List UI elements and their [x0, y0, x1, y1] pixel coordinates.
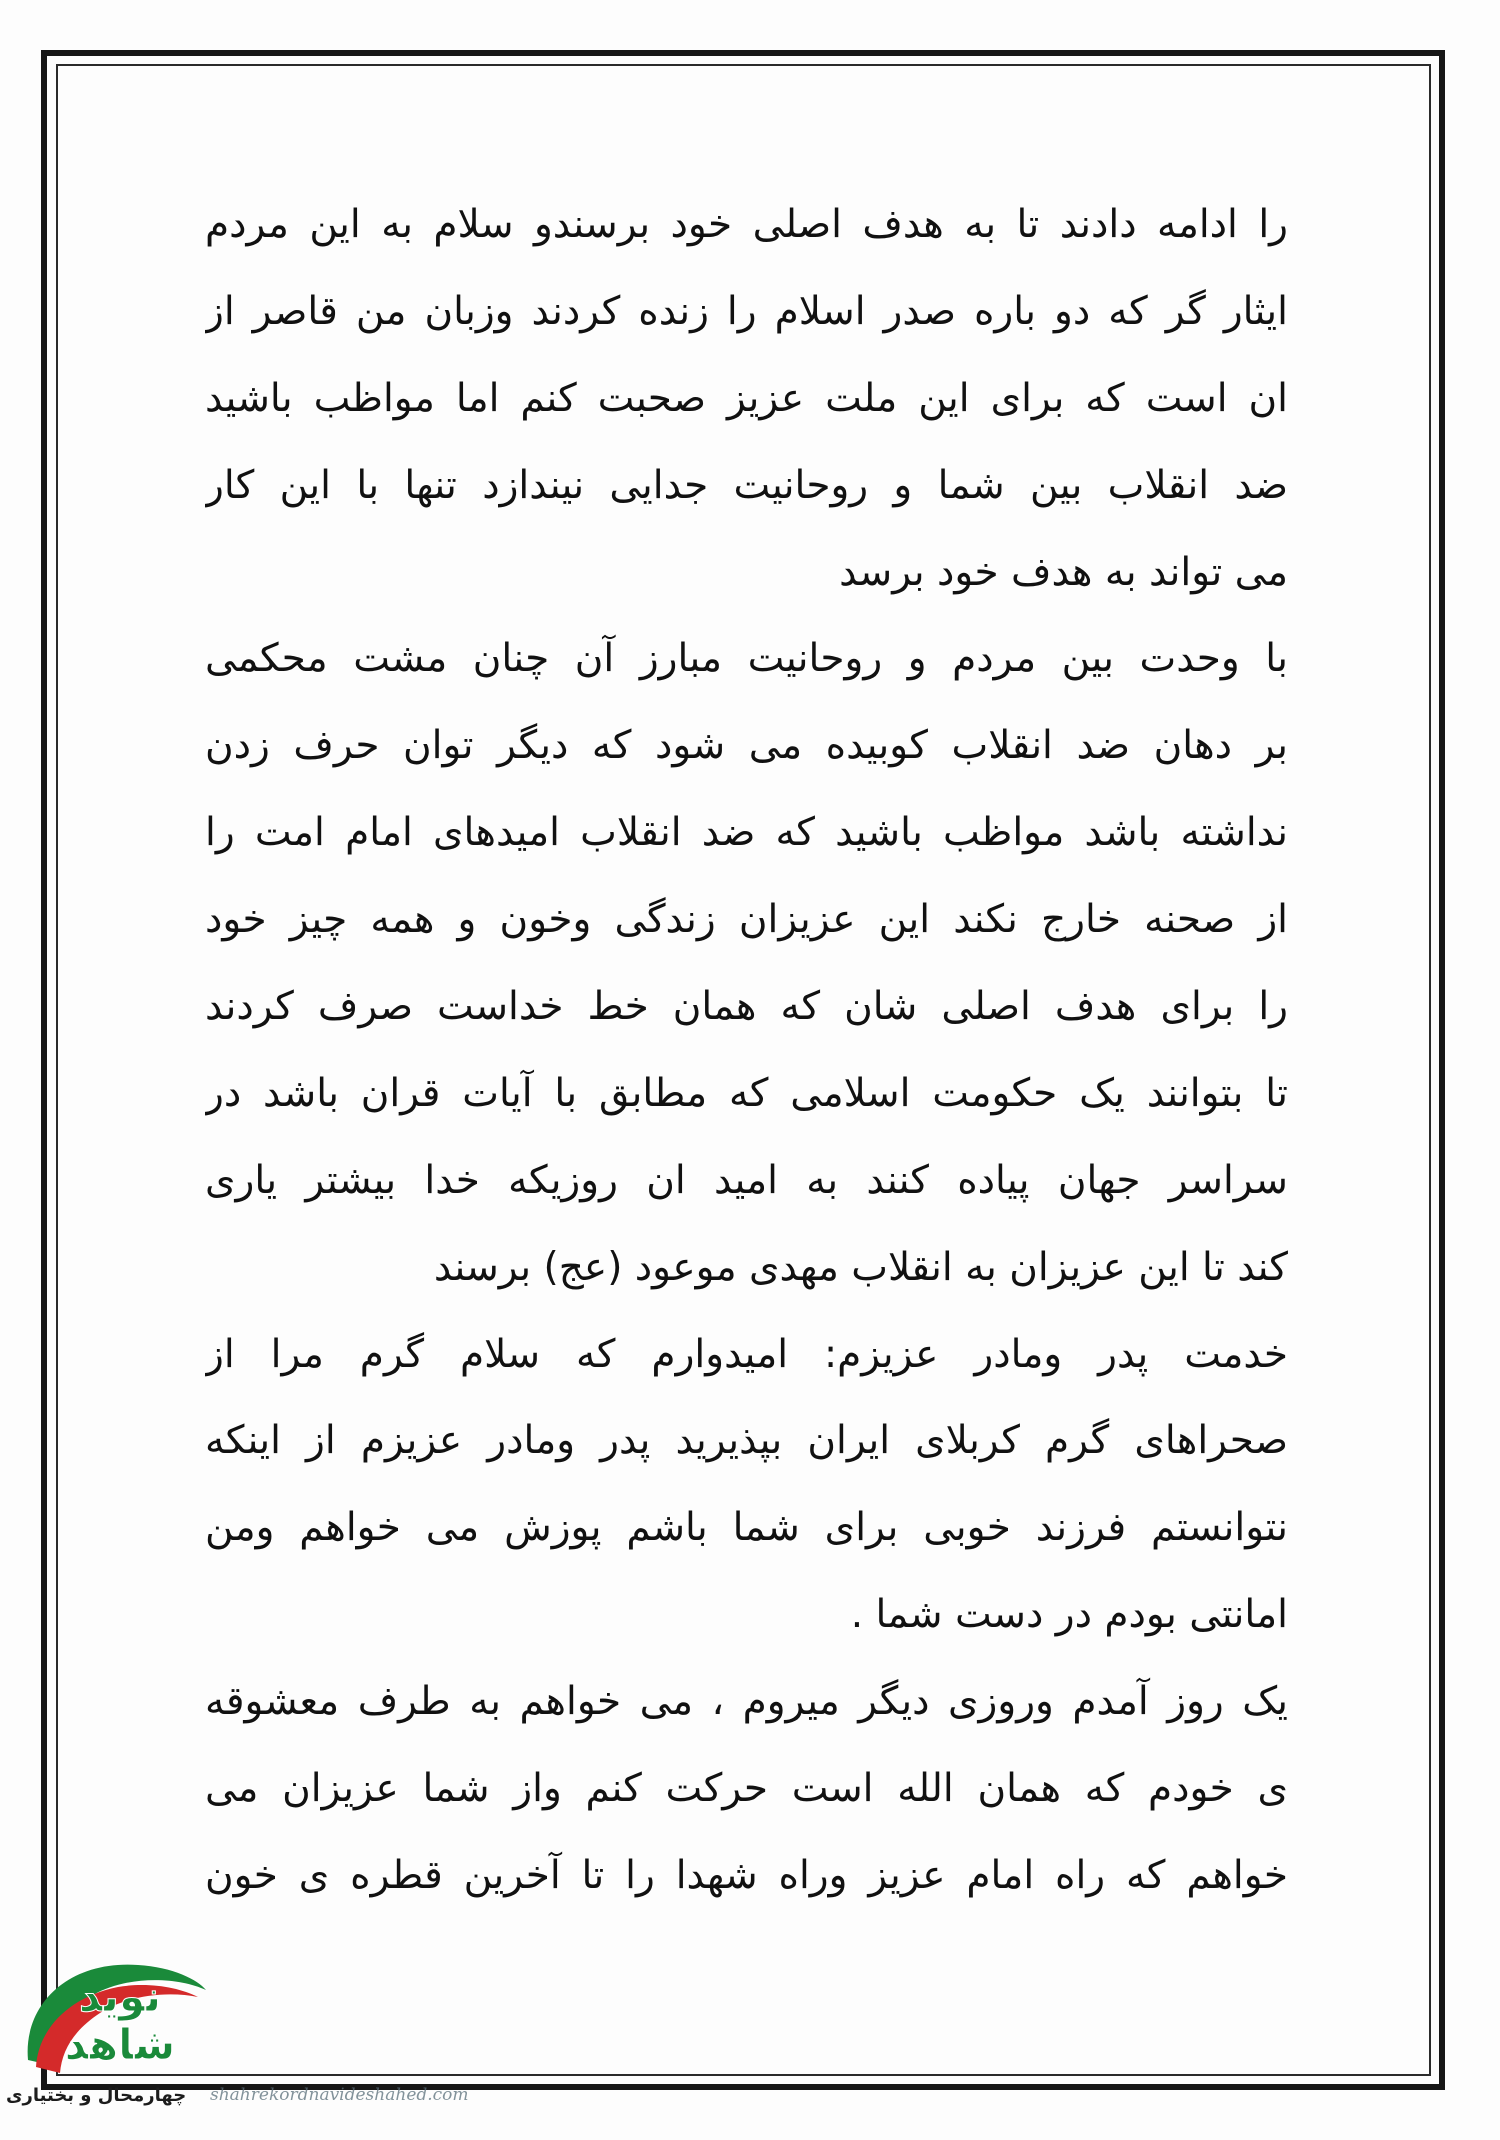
text-line: کند تا این عزیزان به انقلاب مهدی موعود (عج) برسند — [433, 1244, 1288, 1290]
text-line: خواهم که راه امام عزیز وراه شهدا را تا آخرین قطره ی خون — [205, 1852, 1288, 1898]
text-line: امانتی بودم در دست شما . — [850, 1592, 1288, 1638]
text-line: با وحدت بین مردم و روحانیت مبارز آن چنان مشت محکمی — [205, 636, 1288, 682]
text-line: نتوانستم فرزند خوبی برای شما باشم پوزش می خواهم ومن — [205, 1505, 1288, 1551]
text-line: می تواند به هدف خود برسد — [839, 549, 1288, 595]
text-line: صحراهای گرم کربلای ایران بپذیرید پدر ومادر عزیزم از اینکه — [205, 1418, 1288, 1464]
text-line: ی خودم که همان الله است حرکت کنم واز شما عزیزان می — [205, 1766, 1288, 1812]
navid-shahed-logo — [0, 1935, 560, 2140]
logo-title: نوید شاهد — [64, 1972, 176, 2069]
letter-body — [205, 182, 1288, 1920]
text-line: خدمت پدر ومادر عزیزم: امیدوارم که سلام گرم مرا از — [205, 1331, 1288, 1377]
text-line: تا بتوانند یک حکومت اسلامی که مطابق با آیات قران باشد در — [205, 1070, 1288, 1116]
text-line: بر دهان ضد انقلاب کوبیده می شود که دیگر توان حرف زدن — [205, 723, 1288, 769]
text-line: را ادامه دادند تا به هدف اصلی خود برسندو سلام به این مردم — [205, 202, 1288, 247]
text-line: نداشته باشد مواظب باشید که ضد انقلاب امیدهای امام امت را — [205, 810, 1288, 856]
text-line: از صحنه خارج نکند این عزیزان زندگی وخون و همه چیز خود — [205, 897, 1288, 943]
text-line: ایثار گر که دو باره صدر اسلام را زنده کردند وزبان من قاصر از — [205, 288, 1288, 334]
text-line: ضد انقلاب بین شما و روحانیت جدایی نیندازد تنها با این کار — [205, 462, 1288, 508]
text-line: ان است که برای این ملت عزیز صحبت کنم اما مواظب باشید — [205, 375, 1288, 421]
text-line: سراسر جهان پیاده کنند به امید ان روزیکه خدا بیشتر یاری — [205, 1157, 1288, 1203]
text-line: را برای هدف اصلی شان که همان خط خداست صرف کردند — [205, 984, 1288, 1030]
logo-url: shahrekordnavideshahed.com — [210, 2085, 469, 2105]
text-line: یک روز آمدم وروزی دیگر میروم ، می خواهم به طرف معشوقه — [205, 1679, 1288, 1725]
logo-subtitle: چهارمحال و بختیاری — [6, 2085, 187, 2106]
